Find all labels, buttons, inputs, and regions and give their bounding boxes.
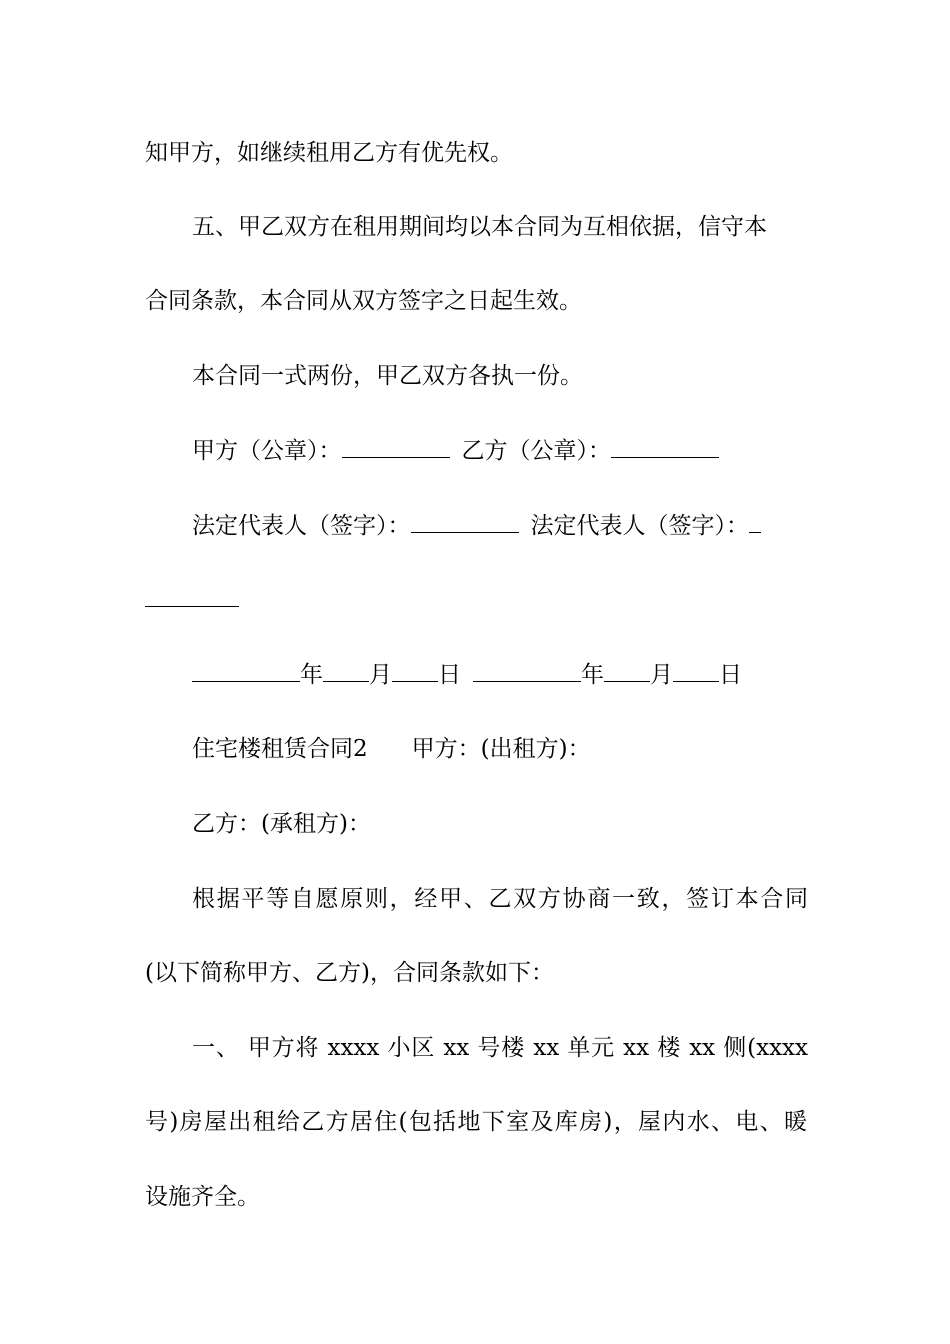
contract-two-header-line	[192, 733, 862, 765]
seal-signature-line	[192, 435, 862, 467]
party-a-representative-label: 法定代表人（签字）：	[192, 513, 411, 539]
text-line: 知甲方，如继续租用乙方有优先权。	[145, 140, 513, 166]
paragraph-line: (以下简称甲方、乙方)，合同条款如下：	[145, 960, 554, 986]
day-label: 日	[719, 662, 742, 688]
party-b-seal-label: 乙方（公章）：	[461, 438, 611, 464]
contract-two-title: 住宅楼租赁合同2	[192, 736, 368, 762]
clause-one-line: 一、 甲方将 xxxx 小区 xx 号楼 xx 单元 xx 楼 xx 侧(xxxx	[192, 1035, 808, 1061]
party-b-representative-blank-cont	[145, 584, 239, 607]
party-b-seal-blank	[611, 435, 719, 458]
copies-line: 本合同一式两份，甲乙双方各执一份。	[192, 363, 583, 389]
party-b-representative-label: 法定代表人（签字）：	[530, 513, 749, 539]
month-blank	[604, 659, 650, 682]
date-line	[192, 659, 862, 691]
paragraph-line: 根据平等自愿原则，经甲、乙双方协商一致，签订本合同	[192, 886, 808, 912]
contract-two-party-a: 甲方：(出租方)：	[411, 736, 591, 762]
representative-blank-continuation	[145, 584, 815, 616]
year-label: 年	[300, 662, 323, 688]
month-blank	[323, 659, 369, 682]
year-blank	[473, 659, 581, 682]
year-label: 年	[581, 662, 604, 688]
party-a-seal-blank	[342, 435, 450, 458]
day-blank	[673, 659, 719, 682]
paragraph-line: 号)房屋出租给乙方居住(包括地下室及库房)，屋内水、电、暖	[145, 1109, 807, 1135]
party-b-representative-blank	[749, 510, 761, 533]
clause-five-line: 五、甲乙双方在租用期间均以本合同为互相依据，信守本	[192, 214, 767, 240]
party-a-representative-blank	[411, 510, 519, 533]
party-a-seal-label: 甲方（公章）：	[192, 438, 342, 464]
text-line: 合同条款，本合同从双方签字之日起生效。	[145, 288, 582, 314]
year-blank	[192, 659, 300, 682]
day-label: 日	[438, 662, 461, 688]
representative-signature-line	[192, 510, 862, 542]
day-blank	[392, 659, 438, 682]
paragraph-line: 设施齐全。	[145, 1184, 260, 1210]
month-label: 月	[369, 662, 392, 688]
contract-two-party-b: 乙方：(承租方)：	[192, 811, 371, 837]
month-label: 月	[650, 662, 673, 688]
